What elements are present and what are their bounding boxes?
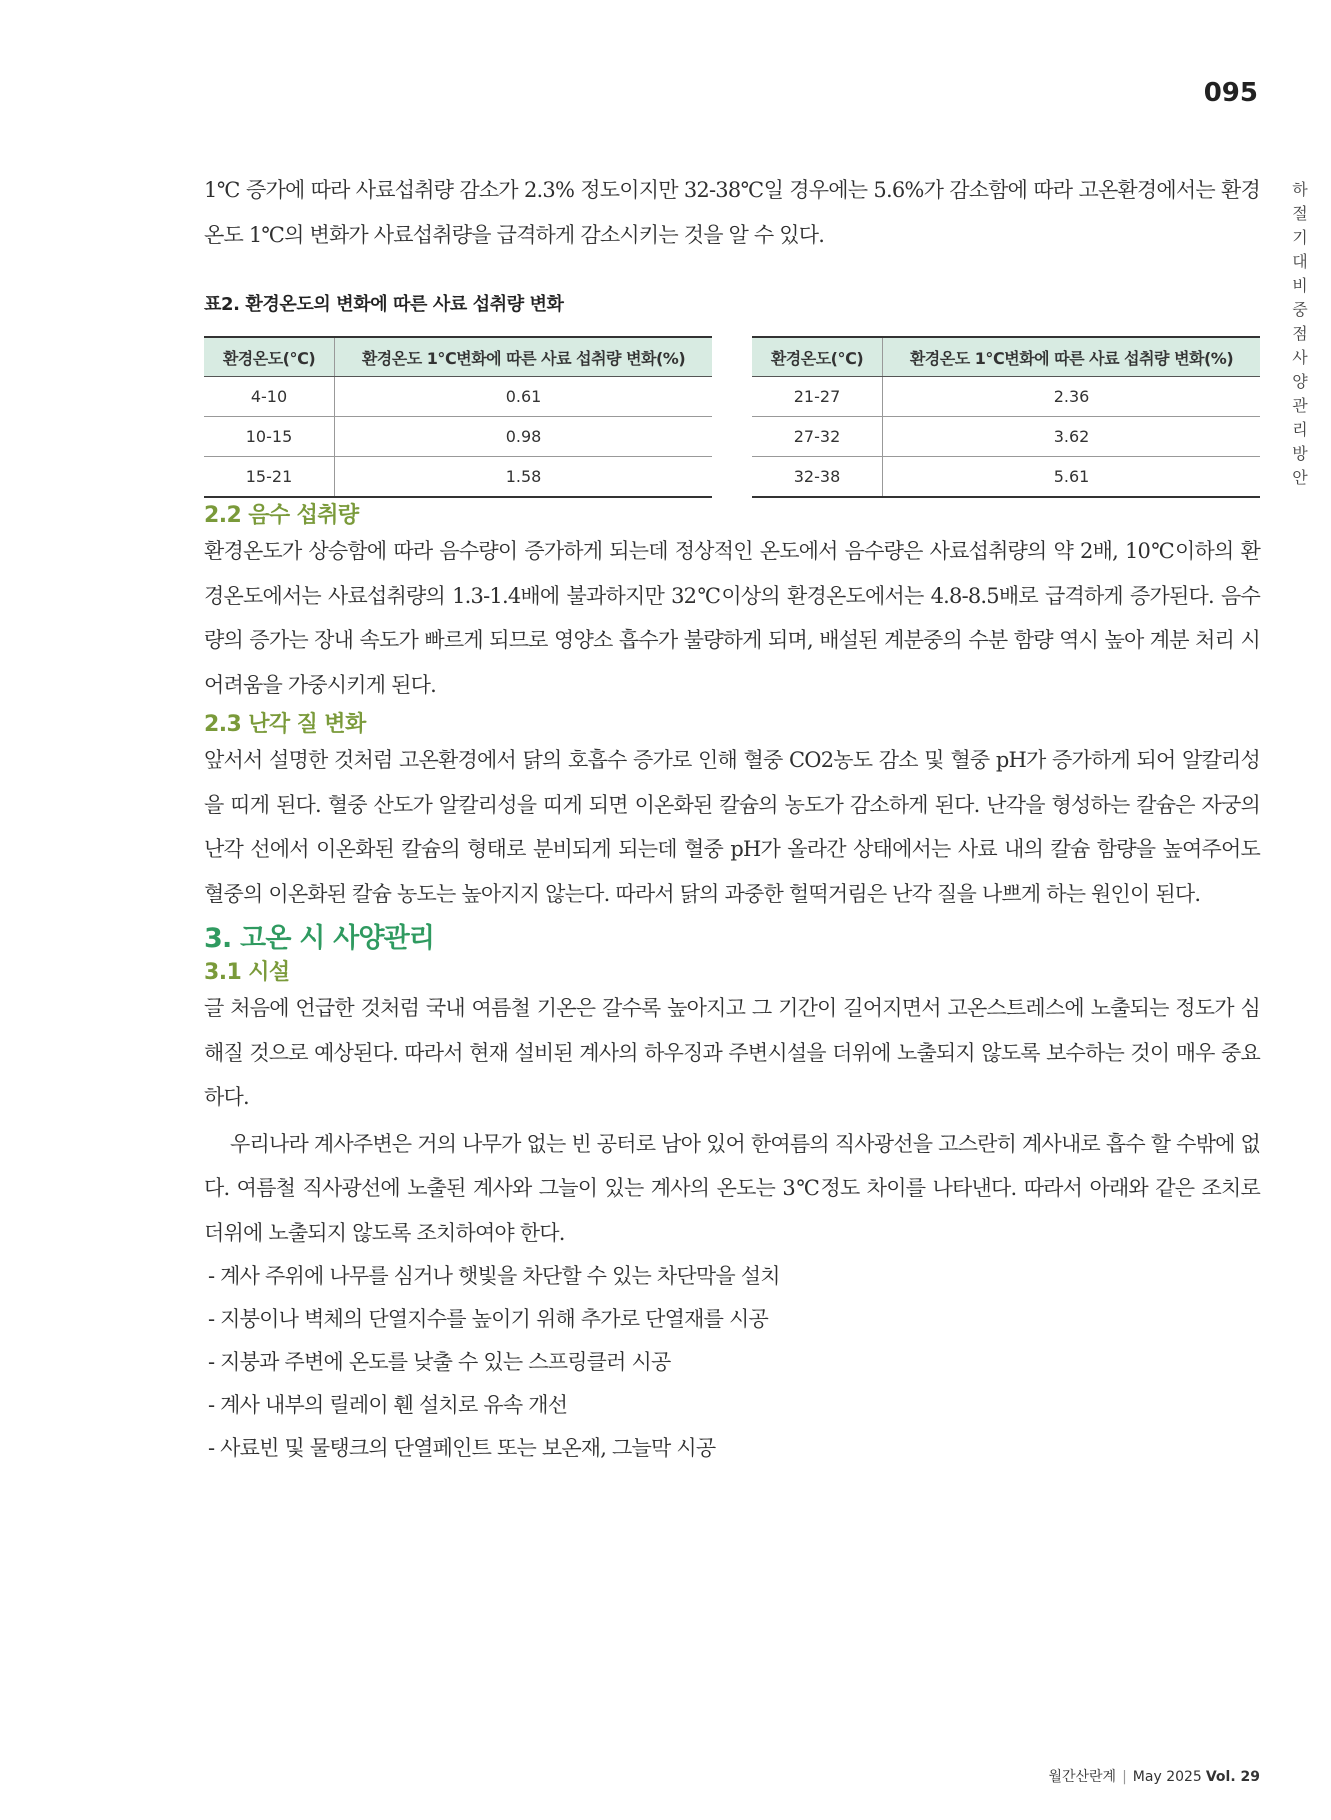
- list-item: - 계사 주위에 나무를 심거나 햇빛을 차단할 수 있는 차단막을 설치: [208, 1264, 780, 1288]
- section-2-3-paragraph: 앞서서 설명한 것처럼 고온환경에서 닭의 호흡수 증가로 인해 혈중 CO2농도 감소 및 혈중 pH가 증가하게 되어 알칼리성을 띠게 된다. 혈중 산도가 알칼리성을 띠게 되면 이온화된 칼슘의 농도가 감소하게 된다. 난각을 형성하는 칼슘은 자궁의 난각 선에서 이온화된 칼슘의 형태로 분비되게 되는데 혈중 pH가 올라간 상태에서는 사료 내의 칼슘 함량을 높여주어도 혈중의 이온화된 칼슘 농도는 높아지지 않는다. 따라서 닭의 과중한 헐떡거림은 난각 질을 나쁘게 하는 원인이 된다.: [204, 748, 1260, 906]
- page-footer: [980, 1766, 1260, 1786]
- intake-change-cell: 2.36: [883, 377, 1261, 417]
- issue-date: May 2025: [1132, 1769, 1202, 1785]
- section-heading-3-1: 3.1 시설: [204, 960, 290, 985]
- table-row: [752, 457, 1260, 498]
- list-item: - 지붕이나 벽체의 단열지수를 높이기 위해 추가로 단열재를 시공: [208, 1307, 768, 1331]
- intake-change-cell: 3.62: [883, 417, 1261, 457]
- footer-separator: |: [1122, 1769, 1127, 1785]
- feed-intake-table-right: [752, 336, 1260, 498]
- header-temperature: 환경온도(℃): [752, 337, 883, 377]
- table-row: [204, 417, 712, 457]
- measures-list: [204, 1255, 1260, 1470]
- section-heading-2-3: 2.3 난각 질 변화: [204, 712, 366, 737]
- header-intake-change: 환경온도 1℃변화에 따른 사료 섭취량 변화(%): [335, 337, 713, 377]
- header-temperature: 환경온도(℃): [204, 337, 335, 377]
- list-item: - 사료빈 및 물탱크의 단열페인트 또는 보온재, 그늘막 시공: [208, 1436, 716, 1460]
- table-title: 표2. 환경온도의 변화에 따른 사료 섭취량 변화: [204, 294, 564, 315]
- header-intake-change: 환경온도 1℃변화에 따른 사료 섭취량 변화(%): [883, 337, 1261, 377]
- side-running-title: 하절기 대비 중점 사양관리 방안: [1292, 180, 1308, 487]
- temperature-cell: 4-10: [204, 377, 335, 417]
- intake-change-cell: 5.61: [883, 457, 1261, 498]
- temperature-cell: 15-21: [204, 457, 335, 498]
- table-row: [204, 377, 712, 417]
- article-content: [204, 168, 1260, 1470]
- temperature-cell: 10-15: [204, 417, 335, 457]
- intake-change-cell: 0.98: [335, 417, 713, 457]
- table-header-row: [752, 337, 1260, 377]
- temperature-cell: 21-27: [752, 377, 883, 417]
- intake-change-cell: 1.58: [335, 457, 713, 498]
- list-item: - 계사 내부의 릴레이 휀 설치로 유속 개선: [208, 1393, 568, 1417]
- table-row: [752, 417, 1260, 457]
- page-number: 095: [1203, 78, 1258, 108]
- temperature-cell: 32-38: [752, 457, 883, 498]
- feed-intake-table-left: [204, 336, 712, 498]
- table-row: [752, 377, 1260, 417]
- temperature-cell: 27-32: [752, 417, 883, 457]
- volume-number: Vol. 29: [1205, 1769, 1260, 1785]
- magazine-name: 월간산란계: [1048, 1769, 1117, 1785]
- list-item: - 지붕과 주변에 온도를 낮출 수 있는 스프링클러 시공: [208, 1350, 671, 1374]
- intro-paragraph: 1℃ 증가에 따라 사료섭취량 감소가 2.3% 정도이지만 32-38℃일 경우에는 5.6%가 감소함에 따라 고온환경에서는 환경온도 1℃의 변화가 사료섭취량을 급격하게 감소시키는 것을 알 수 있다.: [204, 178, 1260, 247]
- feed-intake-tables: [204, 336, 1260, 498]
- intake-change-cell: 0.61: [335, 377, 713, 417]
- table-row: [204, 457, 712, 498]
- section-3-1-paragraph-2: 우리나라 계사주변은 거의 나무가 없는 빈 공터로 남아 있어 한여름의 직사광선을 고스란히 계사내로 흡수 할 수밖에 없다. 여름철 직사광선에 노출된 계사와 그늘이 있는 계사의 온도는 3℃정도 차이를 나타낸다. 따라서 아래와 같은 조치로 더위에 노출되지 않도록 조치하여야 한다.: [204, 1131, 1260, 1245]
- section-2-2-paragraph: 환경온도가 상승함에 따라 음수량이 증가하게 되는데 정상적인 온도에서 음수량은 사료섭취량의 약 2배, 10℃이하의 환경온도에서는 사료섭취량의 1.3-1.4배에 불과하지만 32℃이상의 환경온도에서는 4.8-8.5배로 급격하게 증가된다. 음수량의 증가는 장내 속도가 빠르게 되므로 영양소 흡수가 불량하게 되며, 배설된 계분중의 수분 함량 역시 높아 계분 처리 시 어려움을 가중시키게 된다.: [204, 539, 1260, 697]
- table-header-row: [204, 337, 712, 377]
- section-3-1-paragraph-1: 글 처음에 언급한 것처럼 국내 여름철 기온은 갈수록 높아지고 그 기간이 길어지면서 고온스트레스에 노출되는 정도가 심해질 것으로 예상된다. 따라서 현재 설비된 계사의 하우징과 주변시설을 더위에 노출되지 않도록 보수하는 것이 매우 중요하다.: [204, 996, 1260, 1109]
- section-heading-3: 3. 고온 시 사양관리: [204, 923, 435, 954]
- section-heading-2-2: 2.2 음수 섭취량: [204, 503, 359, 528]
